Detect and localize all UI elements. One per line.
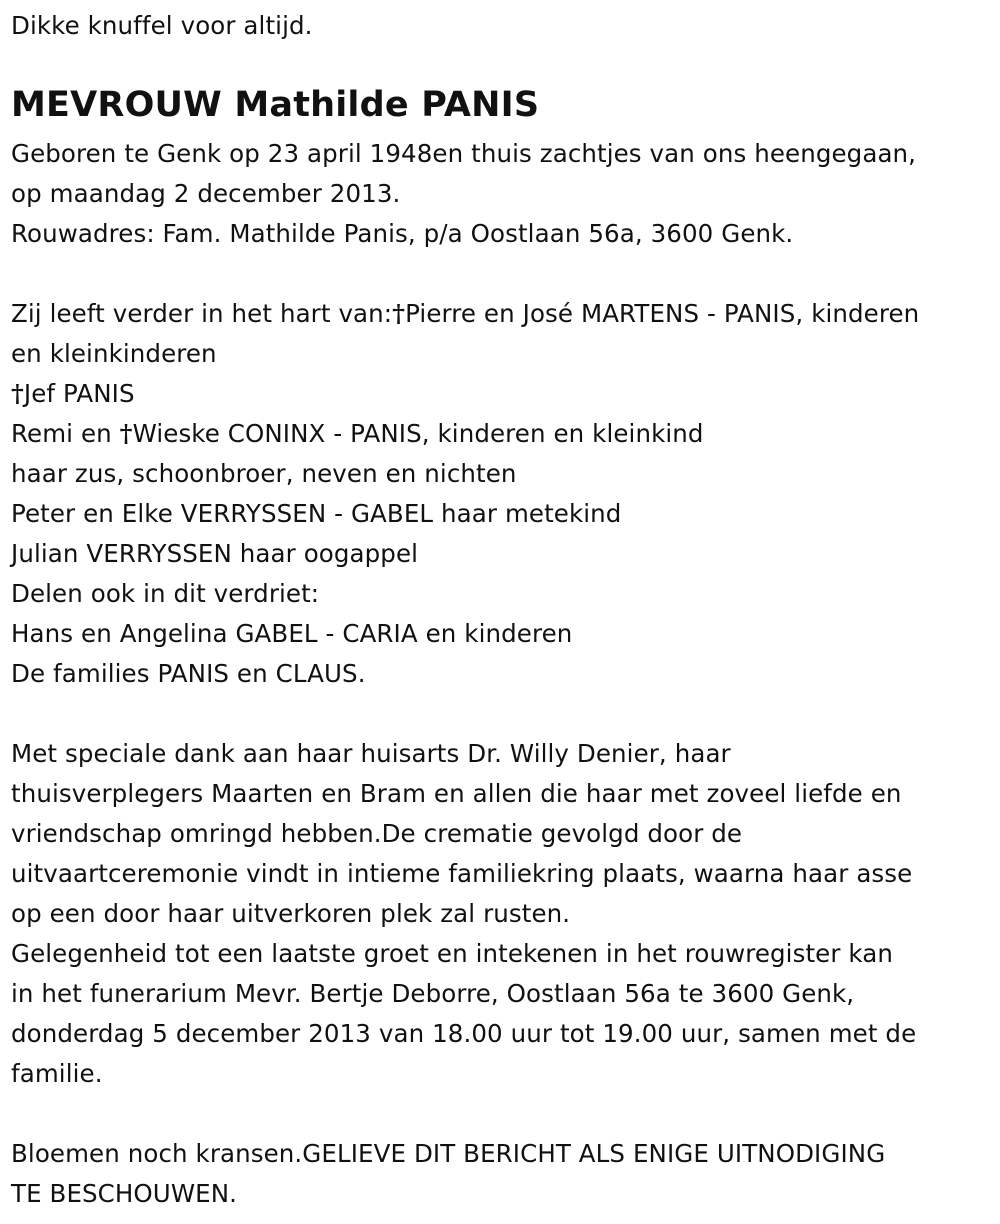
- family-line-10: De families PANIS en CLAUS.: [11, 659, 366, 688]
- family-line-9: Hans en Angelina GABEL - CARIA en kinderen: [11, 619, 573, 648]
- family-paragraph: [11, 294, 919, 694]
- family-line-6: Peter en Elke VERRYSSEN - GABEL haar metekind: [11, 499, 622, 528]
- closing-line-2: TE BESCHOUWEN.: [11, 1179, 238, 1208]
- family-line-5: haar zus, schoonbroer, neven en nichten: [11, 459, 517, 488]
- visitation-line-3: donderdag 5 december 2013 van 18.00 uur tot 19.00 uur, samen met de: [11, 1019, 917, 1048]
- family-name-text: Jef PANIS: [23, 379, 135, 408]
- family-line-2: en kleinkinderen: [11, 339, 217, 368]
- family-line-3: [11, 374, 919, 414]
- ceremony-line-1: uitvaartceremonie vindt in intieme familiekring plaats, waarna haar asse: [11, 859, 913, 888]
- family-line-8: Delen ook in dit verdriet:: [11, 579, 320, 608]
- family-line-4: [11, 414, 919, 454]
- intro-line: Dikke knuffel voor altijd.: [11, 11, 313, 40]
- visitation-line-4: familie.: [11, 1059, 103, 1088]
- ceremony-line-2: op een door haar uitverkoren plek zal rusten.: [11, 899, 571, 928]
- family-name-text: Wieske CONINX - PANIS, kinderen en kleinkind: [132, 419, 704, 448]
- thanks-ceremony-paragraph: [11, 734, 916, 1094]
- cross-icon: †: [11, 379, 24, 408]
- visitation-line-1: Gelegenheid tot een laatste groet en intekenen in het rouwregister kan: [11, 939, 893, 968]
- family-line-7: Julian VERRYSSEN haar oogappel: [11, 539, 419, 568]
- closing-paragraph: [11, 1134, 885, 1214]
- family-name-text: Pierre en José MARTENS - PANIS, kinderen: [405, 299, 920, 328]
- family-name-text: Remi en: [11, 419, 120, 448]
- thanks-line-2: thuisverplegers Maarten en Bram en allen die haar met zoveel liefde en: [11, 779, 902, 808]
- family-line-1: [11, 294, 919, 334]
- death-date-line: op maandag 2 december 2013.: [11, 179, 401, 208]
- birth-line: Geboren te Genk op 23 april 1948en thuis zachtjes van ons heengegaan,: [11, 139, 917, 168]
- visitation-line-2: in het funerarium Mevr. Bertje Deborre, Oostlaan 56a te 3600 Genk,: [11, 979, 855, 1008]
- thanks-line-3: vriendschap omringd hebben.De crematie gevolgd door de: [11, 819, 743, 848]
- birth-death-paragraph: [11, 134, 916, 254]
- thanks-line-1: Met speciale dank aan haar huisarts Dr. Willy Denier, haar: [11, 739, 731, 768]
- deceased-name-title: MEVROUW Mathilde PANIS: [11, 85, 540, 125]
- family-intro-text: Zij leeft verder in het hart van:: [11, 299, 393, 328]
- closing-line-1: Bloemen noch kransen.GELIEVE DIT BERICHT ALS ENIGE UITNODIGING: [11, 1139, 886, 1168]
- mourning-address-line: Rouwadres: Fam. Mathilde Panis, p/a Oostlaan 56a, 3600 Genk.: [11, 219, 794, 248]
- cross-icon: †: [119, 419, 133, 448]
- cross-icon: †: [392, 299, 406, 328]
